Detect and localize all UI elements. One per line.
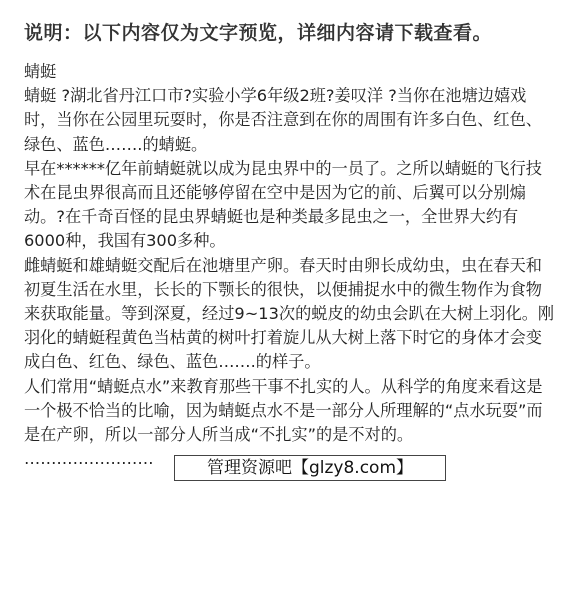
paragraph-4: 人们常用“蜻蜓点水”来教育那些干事不扎实的人。从科学的角度来看这是一个极不恰当的比喻，因为蜻蜓点水不是一部分人所理解的“点水玩耍”而是在产卵，所以一部分人所当成“不扎实”的是不对的。 — [24, 376, 543, 445]
preview-notice: 说明：以下内容仅为文字预览，详细内容请下载查看。 — [24, 22, 493, 44]
paragraph-3: 雌蜻蜓和雄蜻蜓交配后在池塘里产卵。春天时由卵长成幼虫，虫在春天和初夏生活在水里，长长的下颚长的很快，以便捕捉水中的微生物作为食物来获取能量。等到深夏，经过9~13次的蜕皮的幼虫会趴在大树上羽化。刚羽化的蜻蜓程黄色当枯黄的树叶打着旋儿从大树上落下时它的身体才会变成白色、红色、绿色、蓝色…….的样子。 — [24, 255, 555, 372]
paragraph-ellipsis: …………………… — [24, 449, 154, 469]
article-body — [24, 60, 556, 471]
paragraph-1: 蜻蜓 ?湖北省丹江口市?实验小学6年级2班?姜叹洋 ?当你在池塘边嬉戏时，当你在公园里玩耍时，你是否注意到在你的周围有许多白色、红色、绿色、蓝色…….的蜻蜓。 — [24, 86, 542, 154]
article-title: 蜻蜓 — [24, 62, 57, 81]
watermark-banner: 管理资源吧【glzy8.com】 — [174, 455, 446, 481]
paragraph-2: 早在******亿年前蜻蜓就以成为昆虫界中的一员了。之所以蜻蜓的飞行技术在昆虫界很高而且还能够停留在空中是因为它的前、后翼可以分别煽动。?在千奇百怪的昆虫界蜻蜓也是种类最多昆虫之一，全世界大约有6000种，我国有300多种。 — [24, 158, 542, 251]
